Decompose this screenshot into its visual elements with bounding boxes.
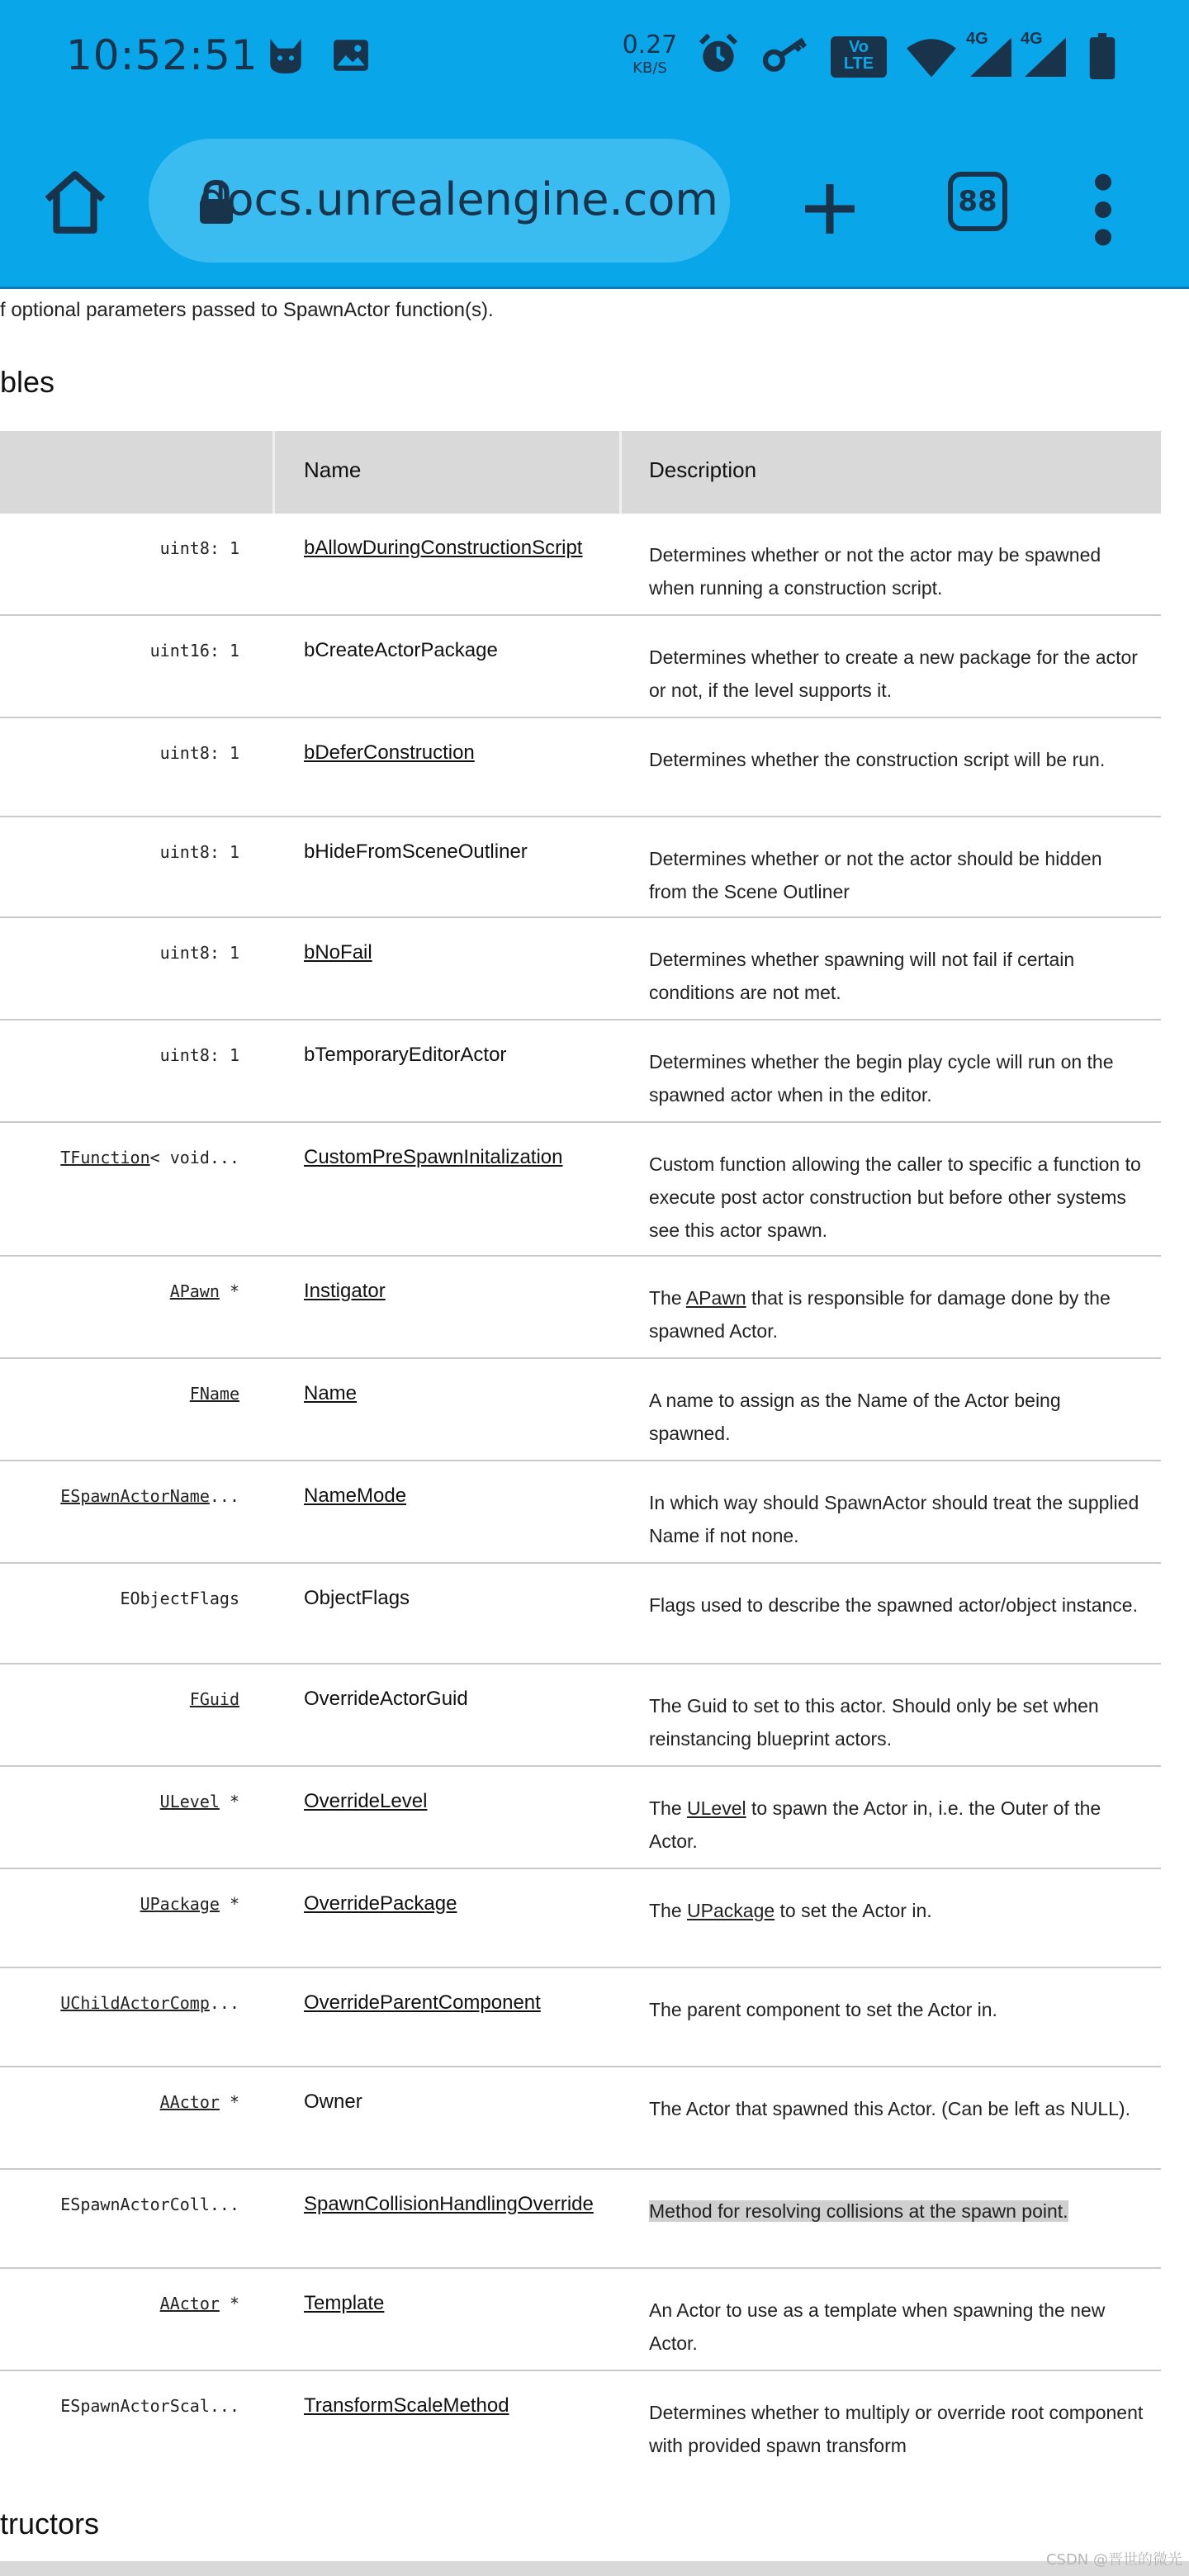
row-name-link[interactable]: TransformScaleMethod bbox=[304, 2394, 509, 2417]
row-type bbox=[0, 1486, 239, 1506]
row-type bbox=[0, 1894, 239, 1914]
desc-text: that is responsible for damage done by the spawned Actor. bbox=[649, 1287, 1111, 1342]
type-link[interactable]: ULevel bbox=[159, 1792, 220, 1811]
row-name-link[interactable]: SpawnCollisionHandlingOverride bbox=[304, 2193, 594, 2215]
gallery-icon bbox=[330, 35, 372, 76]
row-description: The Guid to set to this actor. Should only be set when reinstancing blueprint actors. bbox=[649, 1695, 1099, 1750]
row-type: uint8: 1 bbox=[159, 1045, 239, 1065]
home-icon[interactable] bbox=[38, 165, 112, 239]
row-name-link[interactable]: CustomPreSpawnInitalization bbox=[304, 1146, 563, 1168]
intro-text: f optional parameters passed to SpawnActor function(s). bbox=[0, 299, 494, 321]
row-name-link[interactable]: bNoFail bbox=[304, 941, 372, 964]
row-description bbox=[649, 1281, 1144, 1347]
type-link[interactable]: UChildActorComp bbox=[60, 1993, 210, 2013]
row-description: Determines whether to multiply or override root component with provided spawn transform bbox=[649, 2402, 1144, 2456]
type-suffix: * bbox=[219, 1894, 239, 1914]
header-divider bbox=[619, 431, 622, 514]
signal-icon-1 bbox=[966, 30, 1016, 79]
table-row bbox=[0, 918, 1161, 1020]
key-icon bbox=[761, 35, 811, 76]
tab-switcher-button[interactable]: 88 bbox=[948, 172, 1007, 231]
volte-bottom-text: LTE bbox=[843, 54, 874, 73]
column-header-name: Name bbox=[304, 457, 362, 482]
row-type bbox=[0, 1792, 239, 1811]
row-description: Custom function allowing the caller to specific a function to execute post actor construction but before other systems see this actor spawn. bbox=[649, 1153, 1141, 1241]
type-suffix: * bbox=[219, 1792, 239, 1811]
row-type: uint8: 1 bbox=[159, 538, 239, 558]
row-name-link[interactable]: OverrideLevel bbox=[304, 1790, 428, 1812]
network-type-1: 4G bbox=[966, 30, 988, 48]
row-type: EObjectFlags bbox=[120, 1589, 239, 1608]
table-row bbox=[0, 1767, 1161, 1869]
column-header-description: Description bbox=[649, 457, 757, 482]
row-name: bCreateActorPackage bbox=[304, 639, 498, 661]
volte-top-text: Vo bbox=[848, 38, 869, 56]
type-link[interactable]: APawn bbox=[169, 1281, 220, 1301]
table-row bbox=[0, 616, 1161, 718]
table-row bbox=[0, 1869, 1161, 1968]
table-row bbox=[0, 1123, 1161, 1257]
row-description: Determines whether spawning will not fail if certain conditions are not met. bbox=[649, 949, 1075, 1003]
desc-link[interactable]: ULevel bbox=[687, 1797, 746, 1819]
row-name: Owner bbox=[304, 2091, 362, 2113]
row-type: uint8: 1 bbox=[159, 842, 239, 862]
table-row bbox=[0, 1968, 1161, 2067]
row-type: ESpawnActorColl... bbox=[60, 2195, 239, 2214]
row-type bbox=[0, 1384, 239, 1404]
row-description: Determines whether or not the actor should be hidden from the Scene Outliner bbox=[649, 848, 1102, 902]
battery-icon bbox=[1088, 33, 1116, 79]
desc-link[interactable]: UPackage bbox=[687, 1900, 775, 1921]
row-description: The parent component to set the Actor in. bbox=[649, 1999, 997, 2020]
row-name-link[interactable]: Name bbox=[304, 1382, 358, 1404]
row-description: Determines whether or not the actor may be spawned when running a construction script. bbox=[649, 544, 1101, 599]
net-speed bbox=[621, 33, 679, 76]
table-row bbox=[0, 1020, 1161, 1123]
variables-heading: bles bbox=[0, 365, 55, 399]
type-suffix: * bbox=[219, 2092, 239, 2112]
table-row bbox=[0, 718, 1161, 817]
type-link[interactable]: TFunction bbox=[60, 1148, 150, 1167]
signal-icon-2 bbox=[1021, 30, 1070, 79]
row-name-link[interactable]: bDeferConstruction bbox=[304, 741, 475, 764]
type-link[interactable]: FGuid bbox=[189, 1689, 239, 1709]
row-description bbox=[649, 1894, 1144, 1927]
desc-link[interactable]: APawn bbox=[685, 1287, 746, 1309]
row-description: Determines whether the begin play cycle will run on the spawned actor when in the editor. bbox=[649, 1051, 1114, 1106]
row-name-link[interactable]: OverrideParentComponent bbox=[304, 1991, 541, 2014]
status-bar bbox=[0, 0, 1189, 116]
row-description: A name to assign as the Name of the Actor being spawned. bbox=[649, 1390, 1061, 1444]
table-row bbox=[0, 2170, 1161, 2269]
table-row bbox=[0, 1461, 1161, 1564]
volte-icon bbox=[831, 36, 887, 78]
row-type bbox=[0, 1993, 239, 2013]
row-type: ESpawnActorScal... bbox=[60, 2396, 239, 2416]
row-description: The Actor that spawned this Actor. (Can be left as NULL). bbox=[649, 2098, 1130, 2119]
row-name: OverrideActorGuid bbox=[304, 1688, 468, 1710]
cat-app-icon bbox=[263, 33, 309, 79]
constructors-heading: tructors bbox=[0, 2507, 100, 2540]
address-bar[interactable] bbox=[149, 139, 730, 263]
row-type bbox=[0, 1689, 239, 1709]
row-name-link[interactable]: OverridePackage bbox=[304, 1892, 457, 1915]
row-type: uint16: 1 bbox=[149, 641, 239, 661]
row-type bbox=[0, 2294, 239, 2313]
desc-text: The bbox=[649, 1797, 688, 1819]
net-speed-value: 0.27 bbox=[622, 31, 678, 59]
table-row bbox=[0, 2067, 1161, 2170]
wifi-icon bbox=[907, 38, 956, 79]
table-row bbox=[0, 1664, 1161, 1767]
new-tab-icon[interactable] bbox=[793, 172, 867, 246]
type-link[interactable]: AActor bbox=[159, 2092, 220, 2112]
table-row bbox=[0, 1564, 1161, 1664]
table-row bbox=[0, 514, 1161, 616]
row-description bbox=[649, 2195, 1144, 2228]
browser-toolbar bbox=[0, 132, 1189, 272]
type-link[interactable]: ESpawnActorName bbox=[60, 1486, 210, 1506]
row-type bbox=[0, 1281, 239, 1301]
table-header-strip bbox=[0, 2561, 1189, 2576]
row-name-link[interactable]: Template bbox=[304, 2292, 385, 2314]
type-link[interactable]: AActor bbox=[159, 2294, 220, 2313]
net-speed-unit: KB/S bbox=[632, 59, 667, 77]
row-type bbox=[0, 2092, 239, 2112]
row-description: Determines whether to create a new package for the actor or not, if the level supports it. bbox=[649, 646, 1138, 701]
browser-chrome bbox=[0, 0, 1189, 289]
row-description bbox=[649, 1792, 1144, 1858]
row-name: bTemporaryEditorActor bbox=[304, 1044, 507, 1066]
row-type: uint8: 1 bbox=[159, 943, 239, 963]
desc-text: to set the Actor in. bbox=[775, 1900, 932, 1921]
table-row bbox=[0, 2371, 1161, 2479]
row-name-link[interactable]: NameMode bbox=[304, 1485, 407, 1507]
type-suffix: < void... bbox=[149, 1148, 239, 1167]
table-row bbox=[0, 1257, 1161, 1359]
table-row bbox=[0, 2269, 1161, 2371]
row-name-link[interactable]: bAllowDuringConstructionScript bbox=[304, 537, 583, 559]
variables-table bbox=[0, 431, 1161, 2479]
desc-text: The bbox=[649, 1287, 686, 1309]
type-suffix: ... bbox=[209, 1486, 239, 1506]
type-suffix: * bbox=[219, 2294, 239, 2313]
network-type-2: 4G bbox=[1021, 30, 1043, 48]
highlighted-text: Method for resolving collisions at the spawn point. bbox=[649, 2200, 1068, 2222]
row-description: Determines whether the construction script will be run. bbox=[649, 749, 1106, 770]
url-text[interactable]: docs.unrealengine.com bbox=[198, 173, 718, 225]
type-link[interactable]: FName bbox=[189, 1384, 239, 1404]
table-header bbox=[0, 431, 1161, 514]
type-suffix: * bbox=[219, 1281, 239, 1301]
overflow-menu-icon[interactable] bbox=[1082, 168, 1125, 251]
row-description: Flags used to describe the spawned actor/object instance. bbox=[649, 1594, 1138, 1616]
row-name-link[interactable]: Instigator bbox=[304, 1280, 386, 1302]
table-row bbox=[0, 1359, 1161, 1461]
type-link[interactable]: UPackage bbox=[140, 1894, 220, 1914]
row-description: An Actor to use as a template when spawning the new Actor. bbox=[649, 2299, 1106, 2354]
type-suffix: ... bbox=[209, 1993, 239, 2013]
row-description: In which way should SpawnActor should treat the supplied Name if not none. bbox=[649, 1492, 1139, 1546]
row-type bbox=[0, 1148, 239, 1167]
alarm-icon bbox=[695, 31, 741, 78]
desc-text: The bbox=[649, 1900, 688, 1921]
row-type: uint8: 1 bbox=[159, 743, 239, 763]
header-divider bbox=[272, 431, 275, 514]
watermark: CSDN @晋世的微光 bbox=[1045, 2551, 1182, 2569]
table-row bbox=[0, 817, 1161, 918]
desc-text: to spawn the Actor in, i.e. the Outer of the Actor. bbox=[649, 1797, 1101, 1852]
row-name: ObjectFlags bbox=[304, 1587, 410, 1609]
status-time: 10:52:51 bbox=[66, 31, 258, 79]
row-name: bHideFromSceneOutliner bbox=[304, 841, 528, 863]
